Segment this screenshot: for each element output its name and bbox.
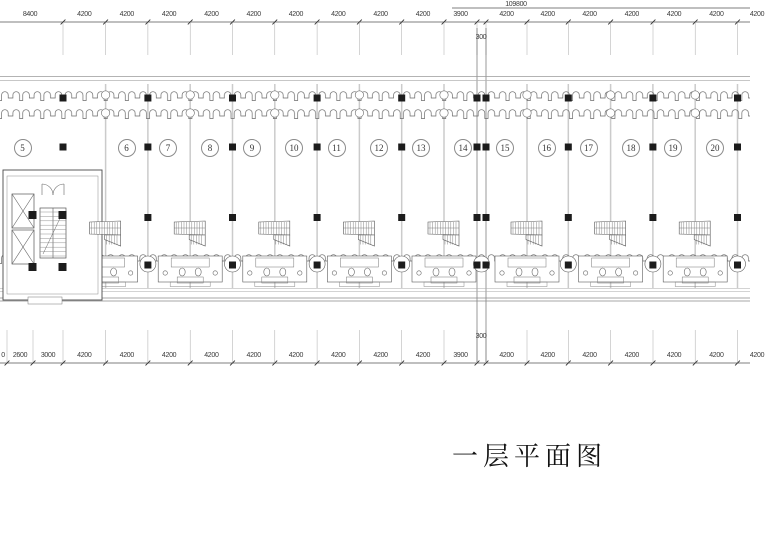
dimension-label: 4200 [582, 351, 597, 359]
dimension-label: 4200 [582, 11, 597, 18]
dimension-label: 4200 [246, 351, 261, 359]
dimension-label: 4200 [499, 351, 514, 359]
grid-bubble-12: 12 [370, 139, 388, 157]
column-square [144, 144, 151, 151]
dimension-label: 4200 [161, 11, 177, 18]
column-square [60, 144, 67, 151]
column-square [483, 144, 490, 151]
column-square [398, 214, 405, 221]
dimension-label: 4200 [373, 351, 388, 359]
grid-bubble-18: 18 [622, 139, 640, 157]
column-square [314, 144, 321, 151]
column-square [59, 263, 67, 271]
column-square [483, 262, 490, 269]
column-square [734, 144, 741, 151]
column-square [565, 262, 572, 269]
dimension-label: 4200 [749, 11, 765, 18]
dimension-label: 4200 [331, 11, 346, 18]
column-square [398, 95, 405, 102]
grid-bubble-17: 17 [580, 139, 598, 157]
dimension-label: 8400 [22, 11, 38, 18]
dimension-label: 4200 [666, 351, 682, 359]
entry-unit [243, 256, 307, 287]
dimension-label: 4200 [709, 11, 724, 18]
column-square [565, 144, 572, 151]
dimension-label: 4200 [77, 351, 92, 359]
column-square [314, 95, 321, 102]
column-square [398, 262, 405, 269]
column-square [314, 214, 321, 221]
column-square [565, 95, 572, 102]
column-square [59, 211, 67, 219]
top-facade [0, 77, 750, 122]
column-square [398, 144, 405, 151]
entry-unit [495, 256, 559, 287]
grid-bubble-19: 19 [664, 139, 682, 157]
column-square [144, 214, 151, 221]
grid-bubble-13: 13 [412, 139, 430, 157]
entry-unit [663, 256, 727, 287]
column-square [483, 95, 490, 102]
grid-bubble-10: 10 [285, 139, 303, 157]
stair-core [3, 170, 102, 304]
grid-bubble-20: 20 [706, 139, 724, 157]
column-square [734, 95, 741, 102]
dimension-label: 3000 [40, 351, 56, 359]
column-square [29, 211, 37, 219]
column-square [474, 214, 481, 221]
dimension-label: 4200 [709, 351, 724, 359]
column-square [229, 262, 236, 269]
grid-bubble-16: 16 [538, 139, 556, 157]
dimension-label: 4200 [77, 11, 92, 18]
dimension-label: 3900 [453, 11, 468, 18]
dimension-label: 4200 [540, 11, 555, 18]
dimension-label: 0 [1, 351, 5, 359]
column-square [565, 214, 572, 221]
dimension-label: 4200 [540, 351, 555, 359]
column-square [474, 262, 481, 269]
column-square [229, 95, 236, 102]
column-square [229, 214, 236, 221]
column-square [29, 263, 37, 271]
overall-dimension-label: 109800 [505, 0, 527, 8]
grid-lines [106, 28, 738, 362]
grid-bubble-14: 14 [454, 139, 472, 157]
dimension-label: 4200 [624, 351, 639, 359]
grid-bubble-9: 9 [243, 139, 261, 157]
grid-bubble-11: 11 [328, 139, 346, 157]
dimension-label: 2600 [12, 351, 28, 359]
expansion-joint-label: 300 [475, 34, 487, 41]
dimension-label: 4200 [331, 351, 346, 359]
entry-unit [579, 256, 643, 287]
column-square [474, 95, 481, 102]
column-square [649, 144, 656, 151]
column-square [144, 262, 151, 269]
grid-bubble-8: 8 [201, 139, 219, 157]
dimension-label: 3900 [453, 351, 468, 359]
column-square [734, 214, 741, 221]
bottom-edge-lines [0, 289, 750, 302]
dimension-label: 4200 [499, 11, 514, 18]
column-square [229, 144, 236, 151]
dimension-label: 4200 [415, 351, 431, 359]
dimension-label: 4200 [749, 351, 765, 359]
grid-bubble-7: 7 [159, 139, 177, 157]
dimension-lines [0, 8, 750, 365]
dimension-label: 4200 [119, 11, 134, 18]
column-square [649, 214, 656, 221]
column-square [649, 262, 656, 269]
dimension-label: 4200 [204, 11, 219, 18]
column-square [60, 95, 67, 102]
dimension-label: 4200 [373, 11, 388, 18]
dimension-label: 4200 [161, 351, 177, 359]
expansion-joint-label: 300 [475, 333, 487, 340]
dimension-label: 4200 [204, 351, 219, 359]
entry-unit [327, 256, 391, 287]
entry-unit [412, 256, 476, 287]
entry-unit [158, 256, 222, 287]
dimension-label: 4200 [288, 351, 304, 359]
column-square [483, 214, 490, 221]
column-square [144, 95, 151, 102]
dimension-label: 4200 [415, 11, 431, 18]
dimension-label: 4200 [246, 11, 261, 18]
column-square [649, 95, 656, 102]
dimension-label: 4200 [119, 351, 134, 359]
column-square [314, 262, 321, 269]
grid-bubble-6: 6 [118, 139, 136, 157]
plan-title: 一层平面图 [452, 442, 608, 472]
column-square [734, 262, 741, 269]
dimension-label: 4200 [288, 11, 304, 18]
grid-bubble-15: 15 [496, 139, 514, 157]
dimension-label: 4200 [624, 11, 639, 18]
grid-bubble-5: 5 [14, 139, 32, 157]
column-square [474, 144, 481, 151]
dimension-label: 4200 [666, 11, 682, 18]
